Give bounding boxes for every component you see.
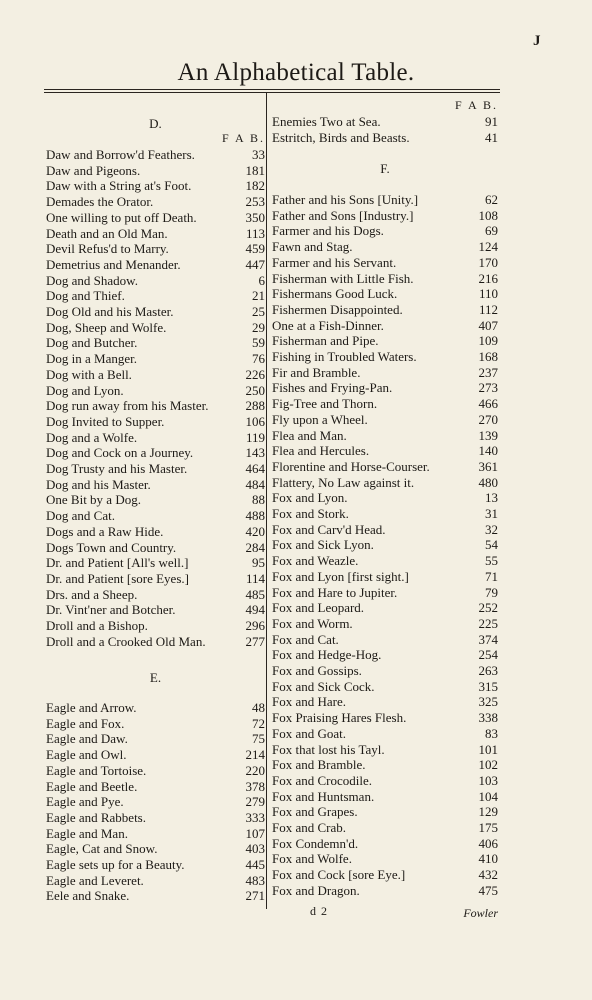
- entry-page: 29: [252, 319, 265, 335]
- entry-title: Fox and Hare to Jupiter.: [272, 584, 398, 600]
- list-item: [270, 726, 500, 742]
- entry-title: Fig-Tree and Thorn.: [272, 396, 378, 412]
- entry-page: 129: [478, 804, 498, 820]
- list-item: [270, 537, 500, 553]
- entry-page: 71: [485, 568, 498, 584]
- entry-title: Eagle sets up for a Beauty.: [46, 857, 185, 872]
- entry-title: Fishes and Frying-Pan.: [272, 380, 393, 396]
- entry-page: 108: [478, 207, 498, 223]
- entry-page: 350: [245, 209, 265, 225]
- entry-page: 420: [245, 523, 265, 539]
- entry-title: Florentine and Horse-Courser.: [272, 458, 430, 474]
- entry-page: 226: [245, 366, 265, 382]
- entry-title: Flattery, No Law against it.: [272, 474, 415, 490]
- entry-page: 102: [478, 757, 498, 773]
- list-item: [270, 663, 500, 679]
- entry-title: Fishing in Troubled Waters.: [272, 349, 417, 364]
- list-item: [270, 349, 500, 365]
- list-item: [270, 522, 500, 538]
- list-item: [44, 178, 267, 194]
- list-item: [44, 540, 267, 556]
- entry-title: Devil Refus'd to Marry.: [46, 241, 169, 257]
- entry-page: 459: [245, 241, 265, 257]
- entry-title: Fox and Crab.: [272, 820, 347, 835]
- entry-title: Death and an Old Man.: [46, 225, 168, 241]
- entry-title: Eele and Snake.: [46, 888, 130, 904]
- list-item: [270, 836, 500, 852]
- list-item: [270, 192, 500, 208]
- entry-title: Droll and a Bishop.: [46, 618, 148, 633]
- entry-page: 175: [478, 820, 498, 835]
- entry-page: 143: [245, 445, 265, 461]
- list-item: [270, 632, 500, 648]
- entry-page: 124: [478, 239, 498, 255]
- entry-title: Fir and Bramble.: [272, 364, 361, 380]
- entry-title: Fox and Cock [sore Eye.]: [272, 867, 406, 883]
- entry-title: Demades the Orator.: [46, 194, 154, 210]
- list-item: [44, 873, 267, 889]
- list-item: [44, 810, 267, 826]
- list-item: [44, 555, 267, 571]
- entry-title: Fox and Dragon.: [272, 882, 360, 898]
- entry-title: Dr. Vint'ner and Botcher.: [46, 602, 176, 618]
- entry-title: Fox and Gossips.: [272, 663, 362, 678]
- list-item: [270, 506, 500, 522]
- entry-page: 41: [485, 129, 498, 145]
- entry-page: 216: [478, 270, 498, 286]
- entry-title: Flea and Man.: [272, 427, 347, 443]
- entry-page: 72: [252, 715, 265, 731]
- list-item: [270, 616, 500, 632]
- entry-page: 75: [252, 731, 265, 747]
- entry-title: Father and Sons [Industry.]: [272, 207, 414, 223]
- entry-title: Dog and Cat.: [46, 508, 115, 524]
- list-item: [270, 789, 500, 805]
- list-item: [270, 757, 500, 773]
- list-item: [44, 888, 267, 904]
- right-column: [270, 0, 500, 1000]
- entry-title: Eagle and Man.: [46, 825, 128, 841]
- list-item: [44, 445, 267, 461]
- entry-title: Estritch, Birds and Beasts.: [272, 129, 410, 145]
- list-item: [44, 430, 267, 446]
- entry-page: 182: [245, 178, 265, 194]
- entry-page: 374: [478, 631, 498, 647]
- entry-page: 410: [478, 851, 498, 867]
- list-item: [44, 508, 267, 524]
- entry-title: Fox and Grapes.: [272, 804, 358, 820]
- entry-title: Fishermans Good Luck.: [272, 286, 398, 302]
- list-item: [44, 477, 267, 493]
- list-item: [270, 804, 500, 820]
- list-item: [44, 226, 267, 242]
- entry-title: Fox that lost his Tayl.: [272, 741, 385, 757]
- entry-page: 32: [485, 521, 498, 537]
- entry-title: Dog run away from his Master.: [46, 398, 209, 414]
- list-item: [44, 398, 267, 414]
- entry-page: 273: [478, 380, 498, 396]
- entry-title: Eagle and Leveret.: [46, 872, 144, 888]
- entry-page: 101: [478, 741, 498, 757]
- entry-title: Dog and Butcher.: [46, 335, 138, 351]
- entry-title: Dog with a Bell.: [46, 366, 132, 382]
- entry-title: Fox and Stork.: [272, 506, 349, 521]
- entry-title: Dog and Lyon.: [46, 382, 124, 398]
- list-item: [270, 114, 500, 130]
- list-item: [270, 428, 500, 444]
- entry-title: Demetrius and Menander.: [46, 256, 181, 272]
- entry-page: 284: [245, 539, 265, 555]
- entry-page: 378: [245, 778, 265, 794]
- entry-title: Dr. and Patient [sore Eyes.]: [46, 570, 189, 586]
- list-item: [44, 414, 267, 430]
- entry-title: Fox and Hedge-Hog.: [272, 647, 382, 663]
- list-item: [44, 602, 267, 618]
- entry-title: Fox and Sick Lyon.: [272, 537, 374, 553]
- list-item: [44, 147, 267, 163]
- entry-page: 170: [478, 254, 498, 270]
- entry-page: 6: [258, 272, 265, 288]
- entry-page: 220: [245, 762, 265, 778]
- list-item: [44, 492, 267, 508]
- list-item: [270, 239, 500, 255]
- list-item: [270, 223, 500, 239]
- list-item: [44, 618, 267, 634]
- left-column: [44, 0, 267, 1000]
- list-item: [44, 304, 267, 320]
- list-item: [270, 333, 500, 349]
- list-item: [270, 710, 500, 726]
- entry-page: 139: [478, 427, 498, 443]
- entry-title: Eagle, Cat and Snow.: [46, 841, 158, 857]
- entry-page: 445: [245, 857, 265, 872]
- entry-page: 109: [478, 333, 498, 349]
- section-heading-e: E.: [149, 670, 162, 685]
- entry-page: 112: [478, 301, 498, 317]
- entry-title: Fox Praising Hares Flesh.: [272, 710, 407, 726]
- list-item: [44, 288, 267, 304]
- entry-title: Dog Invited to Supper.: [46, 413, 165, 429]
- list-item: [270, 553, 500, 569]
- footer-catchword: Fowler: [463, 906, 498, 920]
- list-item: [44, 731, 267, 747]
- list-item: [44, 587, 267, 603]
- entry-page: 21: [252, 288, 265, 304]
- list-item: [44, 747, 267, 763]
- entry-page: 95: [252, 555, 265, 571]
- list-item: [44, 826, 267, 842]
- entry-page: 279: [245, 794, 265, 810]
- list-item: [44, 367, 267, 383]
- entry-title: Fishermen Disappointed.: [272, 301, 403, 317]
- entry-title: One willing to put off Death.: [46, 209, 197, 225]
- page-title: An Alphabetical Table.: [177, 59, 415, 86]
- entry-title: Daw and Borrow'd Feathers.: [46, 147, 195, 162]
- list-item: [44, 335, 267, 351]
- entry-page: 403: [245, 841, 265, 857]
- list-item: [44, 194, 267, 210]
- list-item: [270, 396, 500, 412]
- entry-page: 79: [485, 584, 498, 600]
- entry-page: 104: [478, 788, 498, 804]
- list-item: [270, 459, 500, 475]
- entry-title: Fox and Crocodile.: [272, 772, 373, 788]
- list-item: [270, 412, 500, 428]
- entry-page: 277: [245, 633, 265, 649]
- entry-title: Daw with a String at's Foot.: [46, 178, 192, 194]
- entry-title: Eagle and Beetle.: [46, 778, 138, 794]
- entry-title: Fox and Leopard.: [272, 600, 365, 616]
- entry-title: Dog and Thief.: [46, 288, 125, 304]
- list-item: [44, 461, 267, 477]
- entry-title: Farmer and his Dogs.: [272, 223, 384, 239]
- entry-page: 113: [245, 225, 265, 241]
- entry-page: 59: [252, 335, 265, 351]
- entry-page: 250: [245, 382, 265, 398]
- list-item: [270, 302, 500, 318]
- list-item: [270, 600, 500, 616]
- entry-title: Fox and Lyon [first sight.]: [272, 568, 409, 584]
- list-item: [270, 286, 500, 302]
- list-item: [270, 851, 500, 867]
- entry-page: 91: [485, 114, 498, 129]
- entry-page: 103: [478, 772, 498, 788]
- entry-page: 483: [245, 872, 265, 888]
- entry-page: 237: [478, 364, 498, 380]
- entry-page: 254: [478, 647, 498, 663]
- list-item: [44, 273, 267, 289]
- list-item: [270, 773, 500, 789]
- entry-page: 315: [478, 678, 498, 694]
- entry-title: Eagle and Rabbets.: [46, 809, 146, 825]
- entry-title: Fisherman with Little Fish.: [272, 270, 414, 286]
- entry-title: Dogs Town and Country.: [46, 539, 177, 555]
- list-item: [270, 742, 500, 758]
- list-item: [44, 351, 267, 367]
- list-item: [270, 475, 500, 491]
- entry-title: Fox and Cat.: [272, 631, 339, 647]
- entry-page: 119: [245, 429, 265, 445]
- list-item: [44, 257, 267, 273]
- section-heading-d: D.: [149, 116, 162, 131]
- entry-title: Dog and his Master.: [46, 476, 151, 492]
- entry-title: Droll and a Crooked Old Man.: [46, 633, 206, 649]
- entry-page: 225: [478, 615, 498, 631]
- entry-page: 432: [478, 867, 498, 883]
- entry-title: Father and his Sons [Unity.]: [272, 192, 419, 207]
- entry-title: Fox and Lyon.: [272, 490, 348, 506]
- list-item: [44, 634, 267, 650]
- entry-page: 270: [478, 411, 498, 427]
- list-item: [270, 679, 500, 695]
- entry-title: Dog in a Manger.: [46, 351, 137, 367]
- list-item: [44, 763, 267, 779]
- entry-page: 333: [245, 809, 265, 825]
- entry-title: Dogs and a Raw Hide.: [46, 523, 164, 539]
- entry-title: Enemies Two at Sea.: [272, 114, 381, 129]
- entry-title: Daw and Pigeons.: [46, 162, 141, 178]
- entry-page: 55: [485, 553, 498, 569]
- entry-page: 361: [478, 458, 498, 474]
- list-item: [270, 365, 500, 381]
- entry-page: 168: [478, 349, 498, 364]
- entry-page: 480: [478, 474, 498, 490]
- list-item: [270, 208, 500, 224]
- entry-page: 48: [252, 700, 265, 715]
- entry-page: 54: [485, 537, 498, 553]
- entry-title: One Bit by a Dog.: [46, 492, 141, 508]
- list-item: [270, 820, 500, 836]
- entry-page: 407: [478, 317, 498, 333]
- list-item: [270, 883, 500, 899]
- list-item: [270, 647, 500, 663]
- entry-page: 69: [485, 223, 498, 239]
- list-item: [44, 163, 267, 179]
- entry-page: 464: [245, 461, 265, 476]
- entry-page: 406: [478, 835, 498, 851]
- entry-title: Fox and Goat.: [272, 725, 347, 741]
- entry-page: 485: [245, 586, 265, 602]
- list-item: [44, 241, 267, 257]
- entry-page: 76: [252, 351, 265, 367]
- entry-page: 33: [252, 147, 265, 162]
- list-item: [270, 694, 500, 710]
- section-heading-f: F.: [380, 161, 390, 176]
- entry-title: Dog and Shadow.: [46, 272, 138, 288]
- entry-page: 110: [478, 286, 498, 302]
- list-item: [270, 318, 500, 334]
- entry-title: One at a Fish-Dinner.: [272, 317, 384, 333]
- list-item: [270, 380, 500, 396]
- entry-title: Drs. and a Sheep.: [46, 586, 138, 602]
- footer-signature: d 2: [310, 904, 328, 918]
- list-item: [270, 271, 500, 287]
- entry-title: Fisherman and Pipe.: [272, 333, 379, 349]
- entry-title: Fox Condemn'd.: [272, 835, 359, 851]
- entry-page: 25: [252, 304, 265, 319]
- entry-page: 107: [245, 825, 265, 841]
- entry-title: Eagle and Daw.: [46, 731, 128, 747]
- entry-page: 325: [478, 694, 498, 710]
- entry-page: 475: [478, 882, 498, 898]
- entry-title: Eagle and Tortoise.: [46, 762, 147, 778]
- entry-title: Eagle and Pye.: [46, 794, 124, 810]
- list-item: [270, 443, 500, 459]
- entry-title: Flea and Hercules.: [272, 443, 370, 459]
- list-item: [270, 490, 500, 506]
- entry-page: 31: [485, 506, 498, 521]
- entry-page: 288: [245, 398, 265, 414]
- list-item: [44, 700, 267, 716]
- entry-page: 252: [478, 600, 498, 616]
- entry-page: 338: [478, 710, 498, 726]
- list-item: [44, 794, 267, 810]
- fab-heading: F A B.: [221, 131, 265, 145]
- entry-page: 494: [245, 602, 265, 618]
- list-item: [44, 524, 267, 540]
- list-item: [270, 255, 500, 271]
- entry-page: 181: [245, 162, 265, 178]
- entry-title: Fox and Sick Cock.: [272, 678, 375, 694]
- fab-heading: F A B.: [454, 98, 498, 112]
- entry-title: Eagle and Arrow.: [46, 700, 137, 715]
- list-item: [270, 569, 500, 585]
- list-item: [44, 841, 267, 857]
- page-mark: J: [533, 33, 541, 49]
- entry-title: Fly upon a Wheel.: [272, 411, 368, 427]
- entry-title: Fox and Huntsman.: [272, 788, 375, 804]
- list-item: [44, 210, 267, 226]
- list-item: [270, 867, 500, 883]
- entry-page: 62: [485, 192, 498, 207]
- list-item: [44, 320, 267, 336]
- entry-page: 214: [245, 747, 265, 763]
- entry-title: Dog and a Wolfe.: [46, 429, 138, 445]
- entry-title: Fox and Worm.: [272, 615, 353, 631]
- entry-title: Dog Old and his Master.: [46, 304, 174, 319]
- entry-page: 106: [245, 413, 265, 429]
- list-item: [270, 130, 500, 146]
- entry-title: Fawn and Stag.: [272, 239, 353, 255]
- entry-page: 447: [245, 256, 265, 272]
- entry-page: 296: [245, 618, 265, 633]
- list-item: [44, 716, 267, 732]
- entry-page: 88: [252, 492, 265, 508]
- list-item: [44, 779, 267, 795]
- entry-title: Dog Trusty and his Master.: [46, 461, 188, 476]
- entry-page: 466: [478, 396, 498, 412]
- entry-title: Fox and Weazle.: [272, 553, 359, 569]
- entry-title: Fox and Carv'd Head.: [272, 521, 386, 537]
- entry-title: Fox and Bramble.: [272, 757, 366, 773]
- entry-page: 83: [485, 725, 498, 741]
- entry-page: 114: [245, 570, 265, 586]
- entry-title: Dog, Sheep and Wolfe.: [46, 319, 167, 335]
- entry-page: 271: [245, 888, 265, 904]
- list-item: [270, 585, 500, 601]
- entry-page: 263: [478, 663, 498, 678]
- list-item: [44, 571, 267, 587]
- entry-title: Dr. and Patient [All's well.]: [46, 555, 189, 571]
- entry-title: Fox and Hare.: [272, 694, 347, 710]
- entry-title: Eagle and Owl.: [46, 747, 127, 763]
- entry-title: Farmer and his Servant.: [272, 254, 397, 270]
- entry-page: 253: [245, 194, 265, 210]
- entry-title: Eagle and Fox.: [46, 715, 125, 731]
- entry-title: Fox and Wolfe.: [272, 851, 352, 867]
- entry-page: 140: [478, 443, 498, 459]
- entry-page: 13: [485, 490, 498, 506]
- entry-page: 488: [245, 508, 265, 524]
- entry-title: Dog and Cock on a Journey.: [46, 445, 194, 461]
- entry-page: 484: [245, 476, 265, 492]
- list-item: [44, 383, 267, 399]
- list-item: [44, 857, 267, 873]
